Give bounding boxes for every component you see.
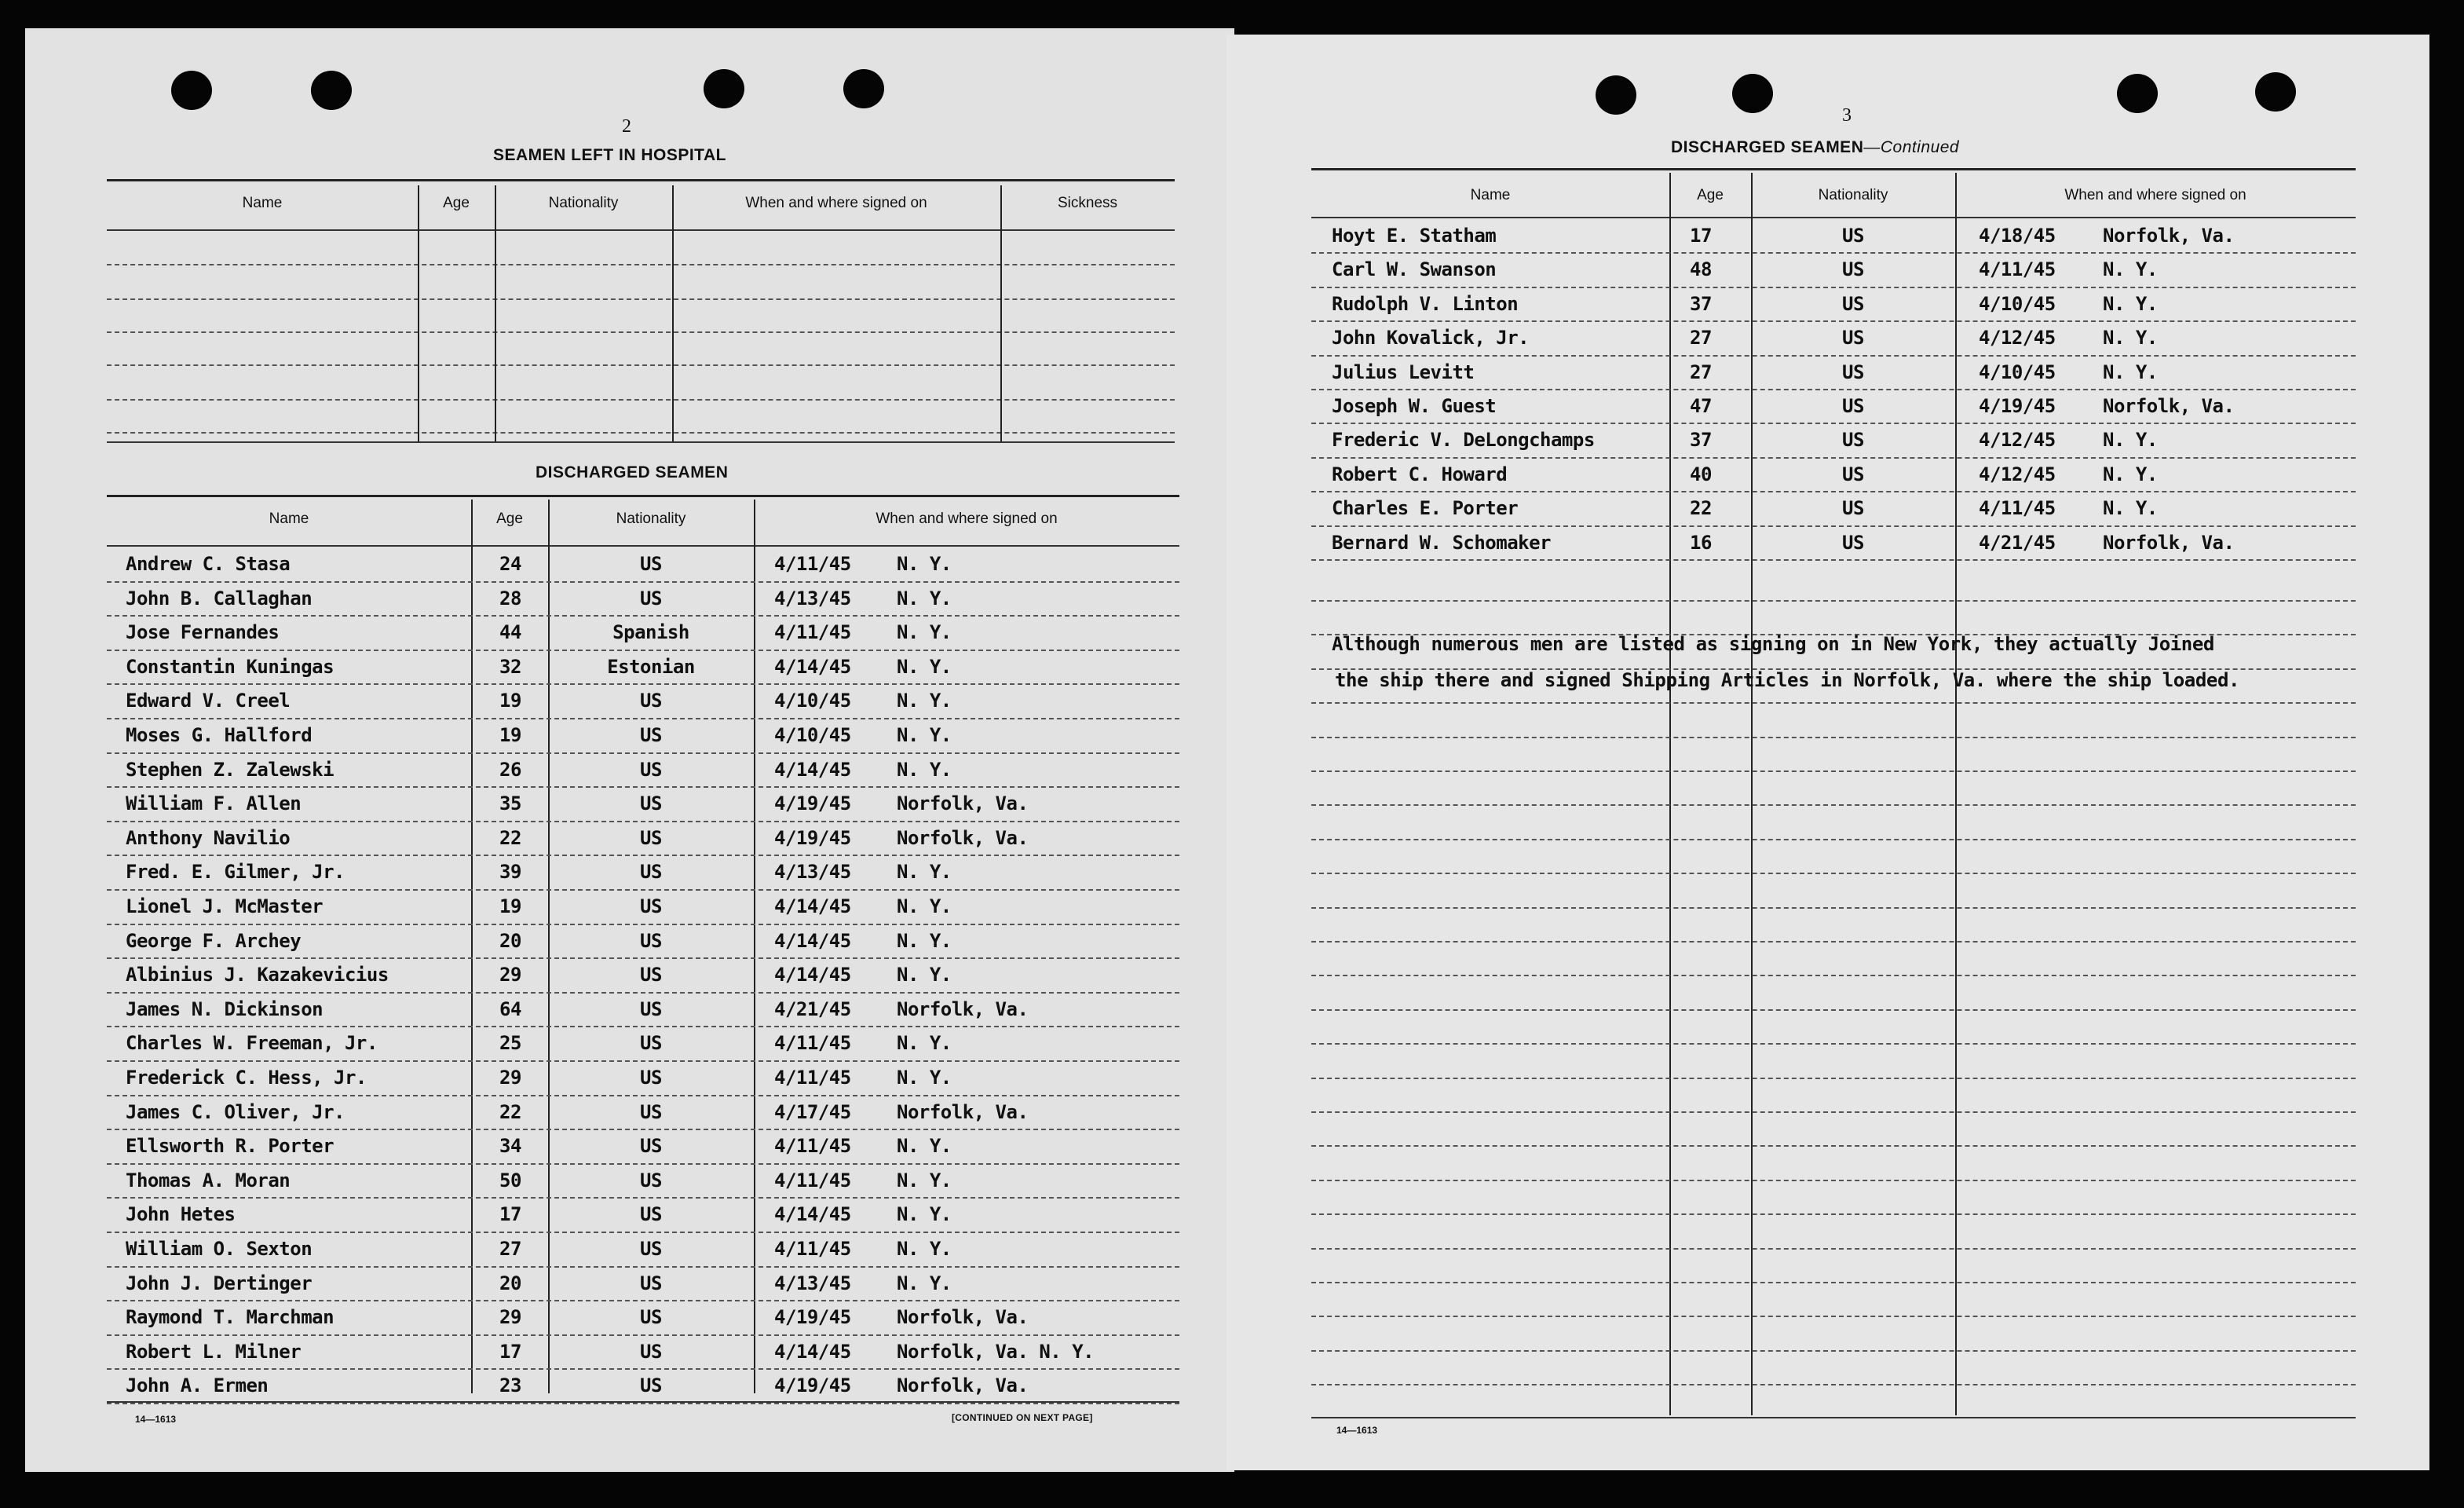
punch-hole	[311, 71, 352, 110]
signed-on-date: 4/11/45	[774, 553, 851, 575]
row-rule	[107, 1403, 1179, 1404]
signed-on-date: 4/11/45	[774, 1067, 851, 1089]
seaman-nationality: US	[640, 997, 662, 1020]
seaman-name: Fred. E. Gilmer, Jr.	[126, 861, 345, 884]
row-rule	[1311, 355, 2356, 357]
empty-row-rule	[1311, 1213, 2356, 1215]
seaman-nationality: US	[640, 1032, 662, 1055]
seaman-name: Ellsworth R. Porter	[126, 1135, 335, 1158]
seaman-nationality: US	[1842, 429, 1864, 452]
form-number: 14—1613	[135, 1414, 177, 1425]
column-header-name: Name	[242, 195, 283, 211]
row-rule	[107, 1095, 1179, 1096]
seaman-name: James C. Oliver, Jr.	[126, 1100, 345, 1123]
signed-on-date: 4/10/45	[774, 724, 851, 746]
signed-on-place: N. Y.	[2103, 361, 2158, 383]
seaman-nationality: US	[640, 792, 662, 815]
signed-on-place: Norfolk, Va.	[897, 792, 1029, 815]
empty-row-rule	[1311, 1248, 2356, 1250]
column-divider	[1751, 173, 1753, 1415]
table-row	[107, 432, 1175, 434]
seaman-name: John B. Callaghan	[126, 587, 313, 609]
seaman-name: Anthony Navilio	[126, 826, 291, 849]
column-header-age: Age	[1697, 187, 1724, 203]
signed-on-place: N. Y.	[2103, 429, 2158, 452]
empty-row-rule	[1311, 941, 2356, 942]
punch-hole	[1732, 74, 1773, 113]
seaman-age: 44	[499, 621, 521, 644]
discharged-section-title: DISCHARGED SEAMEN	[536, 463, 729, 481]
signed-on-date: 4/19/45	[774, 1374, 851, 1397]
empty-row-rule	[1311, 1384, 2356, 1385]
signed-on-place: N. Y.	[897, 1067, 952, 1089]
seaman-name: Constantin Kuningas	[126, 655, 335, 678]
column-header-signed-on: When and where signed on	[2064, 187, 2246, 203]
row-rule	[107, 855, 1179, 856]
row-rule	[1311, 559, 2356, 561]
seaman-nationality: US	[1842, 258, 1864, 281]
row-rule	[107, 1334, 1179, 1336]
seaman-age: 64	[499, 997, 521, 1020]
seaman-name: Hoyt E. Statham	[1332, 225, 1497, 247]
column-header-name: Name	[1470, 187, 1511, 203]
column-header-nationality: Nationality	[616, 511, 686, 527]
row-rule	[107, 957, 1179, 959]
signed-on-date: 4/19/45	[774, 1306, 851, 1329]
table-rule	[1311, 1417, 2356, 1418]
seaman-age: 50	[499, 1169, 521, 1191]
signed-on-place: N. Y.	[897, 929, 952, 952]
seaman-age: 34	[499, 1135, 521, 1158]
column-header-age: Age	[443, 195, 470, 211]
table-row	[107, 331, 1175, 333]
row-rule	[1311, 525, 2356, 527]
signed-on-date: 4/11/45	[774, 621, 851, 644]
signed-on-place: N. Y.	[897, 1272, 952, 1294]
signed-on-date: 4/19/45	[774, 826, 851, 849]
column-header-nationality: Nationality	[548, 195, 619, 211]
signed-on-date: 4/12/45	[1979, 327, 2056, 350]
seaman-age: 35	[499, 792, 521, 815]
seaman-age: 37	[1690, 292, 1712, 315]
punch-hole	[2117, 74, 2158, 113]
empty-row-rule	[1311, 1145, 2356, 1147]
row-rule	[1311, 457, 2356, 459]
signed-on-date: 4/14/45	[774, 929, 851, 952]
signed-on-place: N. Y.	[897, 1169, 952, 1191]
empty-row-rule	[1311, 600, 2356, 602]
page-number: 2	[622, 116, 631, 137]
seaman-age: 19	[499, 724, 521, 746]
row-rule	[107, 821, 1179, 822]
signed-on-date: 4/10/45	[774, 690, 851, 712]
seaman-name: Thomas A. Moran	[126, 1169, 291, 1191]
table-row	[107, 364, 1175, 366]
seaman-age: 28	[499, 587, 521, 609]
signed-on-date: 4/10/45	[1979, 292, 2056, 315]
row-rule	[107, 786, 1179, 788]
seaman-name: Charles W. Freeman, Jr.	[126, 1032, 378, 1055]
table-rule	[1311, 217, 2356, 218]
signed-on-place: N. Y.	[897, 1238, 952, 1260]
seaman-name: John Kovalick, Jr.	[1332, 327, 1530, 350]
seaman-age: 29	[499, 1306, 521, 1329]
row-rule	[107, 1266, 1179, 1268]
signed-on-place: Norfolk, Va.	[2103, 395, 2235, 417]
table-row	[107, 264, 1175, 265]
signed-on-place: N. Y.	[2103, 497, 2158, 520]
signed-on-date: 4/14/45	[774, 895, 851, 917]
signed-on-date: 4/14/45	[774, 964, 851, 986]
seaman-name: Albinius J. Kazakevicius	[126, 964, 389, 986]
column-header-sickness: Sickness	[1057, 195, 1118, 211]
seaman-nationality: US	[640, 690, 662, 712]
punch-hole	[2255, 72, 2296, 112]
seaman-name: Robert C. Howard	[1332, 463, 1508, 485]
seaman-age: 22	[499, 1100, 521, 1123]
remark-line-2: the ship there and signed Shipping Articles in Norfolk, Va. where the ship loaded.	[1335, 669, 2240, 691]
seaman-name: John Hetes	[126, 1203, 236, 1226]
right-page	[1227, 35, 2429, 1470]
empty-row-rule	[1311, 1111, 2356, 1113]
signed-on-place: Norfolk, Va.	[2103, 531, 2235, 554]
seaman-age: 27	[1690, 327, 1712, 350]
seaman-age: 22	[499, 826, 521, 849]
signed-on-place: N. Y.	[2103, 463, 2158, 485]
signed-on-date: 4/21/45	[774, 997, 851, 1020]
seaman-nationality: US	[640, 587, 662, 609]
table-rule	[107, 179, 1175, 181]
seaman-nationality: US	[640, 553, 662, 575]
seaman-age: 23	[499, 1374, 521, 1397]
column-divider	[754, 500, 755, 1393]
seaman-nationality: US	[640, 1306, 662, 1329]
empty-row-rule	[1311, 770, 2356, 772]
signed-on-place: N. Y.	[897, 553, 952, 575]
signed-on-place: N. Y.	[897, 758, 952, 781]
hospital-section-title: SEAMEN LEFT IN HOSPITAL	[493, 146, 726, 164]
row-rule	[107, 683, 1179, 685]
seaman-nationality: US	[1842, 292, 1864, 315]
column-divider	[1000, 185, 1002, 441]
seaman-nationality: US	[1842, 497, 1864, 520]
row-rule	[107, 1300, 1179, 1301]
seaman-name: George F. Archey	[126, 929, 302, 952]
seaman-age: 32	[499, 655, 521, 678]
table-rule	[1311, 168, 2356, 170]
seaman-nationality: US	[640, 724, 662, 746]
row-rule	[107, 992, 1179, 994]
seaman-name: Rudolph V. Linton	[1332, 292, 1519, 315]
row-rule	[107, 889, 1179, 891]
empty-row-rule	[1311, 975, 2356, 976]
row-rule	[1311, 423, 2356, 424]
empty-row-rule	[1311, 873, 2356, 874]
seaman-age: 24	[499, 553, 521, 575]
signed-on-date: 4/14/45	[774, 758, 851, 781]
seaman-nationality: US	[640, 1374, 662, 1397]
column-header-nationality: Nationality	[1818, 187, 1888, 203]
column-divider	[672, 185, 674, 441]
seaman-nationality: US	[640, 1135, 662, 1158]
row-rule	[107, 718, 1179, 719]
seaman-age: 26	[499, 758, 521, 781]
seaman-nationality: US	[1842, 327, 1864, 350]
row-rule	[107, 1163, 1179, 1165]
seaman-nationality: US	[640, 1067, 662, 1089]
seaman-age: 19	[499, 690, 521, 712]
seaman-age: 17	[499, 1203, 521, 1226]
seaman-age: 22	[1690, 497, 1712, 520]
signed-on-place: N. Y.	[2103, 292, 2158, 315]
table-row	[107, 298, 1175, 300]
signed-on-date: 4/11/45	[1979, 258, 2056, 281]
empty-row-rule	[1311, 804, 2356, 806]
seaman-age: 17	[499, 1340, 521, 1363]
signed-on-date: 4/11/45	[774, 1032, 851, 1055]
seaman-nationality: US	[640, 861, 662, 884]
signed-on-place: Norfolk, Va.	[897, 1306, 1029, 1329]
seaman-age: 29	[499, 964, 521, 986]
signed-on-date: 4/13/45	[774, 861, 851, 884]
table-rule	[107, 229, 1175, 231]
seaman-name: Jose Fernandes	[126, 621, 280, 644]
row-rule	[1311, 287, 2356, 288]
column-header-signed-on: When and where signed on	[745, 195, 927, 211]
signed-on-date: 4/10/45	[1979, 361, 2056, 383]
seaman-nationality: Estonian	[607, 655, 695, 678]
row-rule	[107, 581, 1179, 583]
row-rule	[107, 650, 1179, 651]
seaman-name: Frederick C. Hess, Jr.	[126, 1067, 367, 1089]
punch-hole	[843, 69, 884, 108]
continued-note: [CONTINUED ON NEXT PAGE]	[952, 1412, 1093, 1423]
seaman-nationality: US	[640, 1169, 662, 1191]
punch-hole	[1596, 75, 1636, 115]
seaman-nationality: US	[1842, 463, 1864, 485]
punch-hole	[171, 71, 212, 110]
seaman-age: 27	[1690, 361, 1712, 383]
signed-on-place: N. Y.	[897, 1032, 952, 1055]
column-divider	[418, 185, 419, 441]
seaman-age: 48	[1690, 258, 1712, 281]
empty-row-rule	[1311, 1180, 2356, 1181]
row-rule	[107, 1232, 1179, 1233]
signed-on-date: 4/12/45	[1979, 429, 2056, 452]
row-rule	[1311, 491, 2356, 492]
signed-on-date: 4/19/45	[774, 792, 851, 815]
row-rule	[1311, 389, 2356, 390]
empty-row-rule	[1311, 1043, 2356, 1045]
signed-on-date: 4/11/45	[774, 1169, 851, 1191]
seaman-name: Raymond T. Marchman	[126, 1306, 335, 1329]
seaman-nationality: US	[640, 1100, 662, 1123]
discharged-continued-title	[1671, 138, 1959, 157]
seaman-age: 17	[1690, 225, 1712, 247]
seaman-nationality: US	[640, 1203, 662, 1226]
seaman-nationality: Spanish	[612, 621, 689, 644]
seaman-name: Joseph W. Guest	[1332, 395, 1497, 417]
seaman-nationality: US	[640, 1272, 662, 1294]
seaman-nationality: US	[640, 1340, 662, 1363]
signed-on-place: N. Y.	[897, 724, 952, 746]
signed-on-date: 4/11/45	[774, 1238, 851, 1260]
signed-on-date: 4/21/45	[1979, 531, 2056, 554]
seaman-name: Andrew C. Stasa	[126, 553, 291, 575]
table-row	[107, 399, 1175, 401]
table-rule	[107, 441, 1175, 443]
signed-on-place: Norfolk, Va.	[897, 1374, 1029, 1397]
row-rule	[107, 615, 1179, 617]
signed-on-place: N. Y.	[897, 1135, 952, 1158]
seaman-name: Moses G. Hallford	[126, 724, 313, 746]
seaman-age: 47	[1690, 395, 1712, 417]
empty-row-rule	[1311, 1316, 2356, 1317]
seaman-name: William O. Sexton	[126, 1238, 313, 1260]
empty-row-rule	[1311, 737, 2356, 738]
seaman-age: 27	[499, 1238, 521, 1260]
column-divider	[495, 185, 496, 441]
seaman-nationality: US	[1842, 395, 1864, 417]
signed-on-place: N. Y.	[897, 587, 952, 609]
seaman-nationality: US	[1842, 225, 1864, 247]
seaman-name: Bernard W. Schomaker	[1332, 531, 1551, 554]
page-number: 3	[1842, 105, 1852, 126]
seaman-name: Edward V. Creel	[126, 690, 291, 712]
seaman-age: 40	[1690, 463, 1712, 485]
row-rule	[107, 1197, 1179, 1199]
signed-on-place: Norfolk, Va. N. Y.	[897, 1340, 1095, 1363]
seaman-name: James N. Dickinson	[126, 997, 324, 1020]
seaman-nationality: US	[640, 929, 662, 952]
signed-on-place: Norfolk, Va.	[2103, 225, 2235, 247]
signed-on-place: N. Y.	[2103, 258, 2158, 281]
column-divider	[1669, 173, 1671, 1415]
seaman-nationality: US	[640, 758, 662, 781]
empty-row-rule	[1311, 1078, 2356, 1079]
signed-on-place: N. Y.	[897, 1203, 952, 1226]
column-divider	[1955, 173, 1957, 1415]
row-rule	[107, 1129, 1179, 1130]
signed-on-place: Norfolk, Va.	[897, 826, 1029, 849]
row-rule	[107, 1026, 1179, 1027]
signed-on-date: 4/19/45	[1979, 395, 2056, 417]
signed-on-date: 4/13/45	[774, 1272, 851, 1294]
seaman-name: Julius Levitt	[1332, 361, 1475, 383]
punch-hole	[704, 69, 744, 108]
row-rule	[1311, 320, 2356, 322]
signed-on-place: N. Y.	[897, 621, 952, 644]
empty-row-rule	[1311, 907, 2356, 909]
seaman-nationality: US	[1842, 531, 1864, 554]
signed-on-date: 4/12/45	[1979, 463, 2056, 485]
seaman-age: 19	[499, 895, 521, 917]
seaman-name: Stephen Z. Zalewski	[126, 758, 335, 781]
seaman-age: 39	[499, 861, 521, 884]
signed-on-date: 4/14/45	[774, 1203, 851, 1226]
seaman-age: 20	[499, 1272, 521, 1294]
signed-on-date: 4/17/45	[774, 1100, 851, 1123]
seaman-name: Carl W. Swanson	[1332, 258, 1497, 281]
seaman-age: 37	[1690, 429, 1712, 452]
signed-on-place: N. Y.	[2103, 327, 2158, 350]
column-divider	[471, 500, 473, 1393]
form-number: 14—1613	[1336, 1425, 1378, 1436]
seaman-nationality: US	[640, 964, 662, 986]
left-page	[25, 28, 1234, 1472]
section-title-suffix: —Continued	[1863, 138, 1960, 156]
empty-row-rule	[1311, 839, 2356, 840]
row-rule	[107, 752, 1179, 754]
seaman-nationality: US	[1842, 361, 1864, 383]
seaman-nationality: US	[640, 895, 662, 917]
signed-on-place: N. Y.	[897, 861, 952, 884]
signed-on-date: 4/13/45	[774, 587, 851, 609]
seaman-name: John A. Ermen	[126, 1374, 269, 1397]
row-rule	[107, 1368, 1179, 1370]
seaman-age: 16	[1690, 531, 1712, 554]
empty-row-rule	[1311, 1350, 2356, 1352]
empty-row-rule	[1311, 1282, 2356, 1283]
column-header-age: Age	[496, 511, 523, 527]
signed-on-date: 4/11/45	[1979, 497, 2056, 520]
section-title-text: DISCHARGED SEAMEN	[1671, 138, 1864, 156]
seaman-age: 29	[499, 1067, 521, 1089]
seaman-nationality: US	[640, 826, 662, 849]
row-rule	[1311, 252, 2356, 254]
empty-row-rule	[1311, 702, 2356, 704]
seaman-age: 25	[499, 1032, 521, 1055]
table-rule	[107, 495, 1179, 497]
empty-row-rule	[1311, 1009, 2356, 1011]
seaman-name: John J. Dertinger	[126, 1272, 313, 1294]
row-rule	[107, 1060, 1179, 1062]
signed-on-date: 4/11/45	[774, 1135, 851, 1158]
row-rule	[107, 924, 1179, 925]
signed-on-place: Norfolk, Va.	[897, 1100, 1029, 1123]
seaman-age: 20	[499, 929, 521, 952]
signed-on-place: N. Y.	[897, 655, 952, 678]
seaman-name: William F. Allen	[126, 792, 302, 815]
table-rule	[107, 545, 1179, 547]
signed-on-date: 4/14/45	[774, 655, 851, 678]
remark-line-1: Although numerous men are listed as signing on in New York, they actually Joined	[1332, 633, 2214, 655]
table-rule	[107, 1401, 1179, 1403]
seaman-name: Frederic V. DeLongchamps	[1332, 429, 1595, 452]
seaman-name: Charles E. Porter	[1332, 497, 1519, 520]
seaman-name: Robert L. Milner	[126, 1340, 302, 1363]
signed-on-place: N. Y.	[897, 964, 952, 986]
seaman-name: Lionel J. McMaster	[126, 895, 324, 917]
signed-on-place: N. Y.	[897, 895, 952, 917]
signed-on-place: N. Y.	[897, 690, 952, 712]
signed-on-date: 4/18/45	[1979, 225, 2056, 247]
seaman-nationality: US	[640, 1238, 662, 1260]
column-header-name: Name	[269, 511, 309, 527]
signed-on-date: 4/14/45	[774, 1340, 851, 1363]
signed-on-place: Norfolk, Va.	[897, 997, 1029, 1020]
column-header-signed-on: When and where signed on	[876, 511, 1058, 527]
